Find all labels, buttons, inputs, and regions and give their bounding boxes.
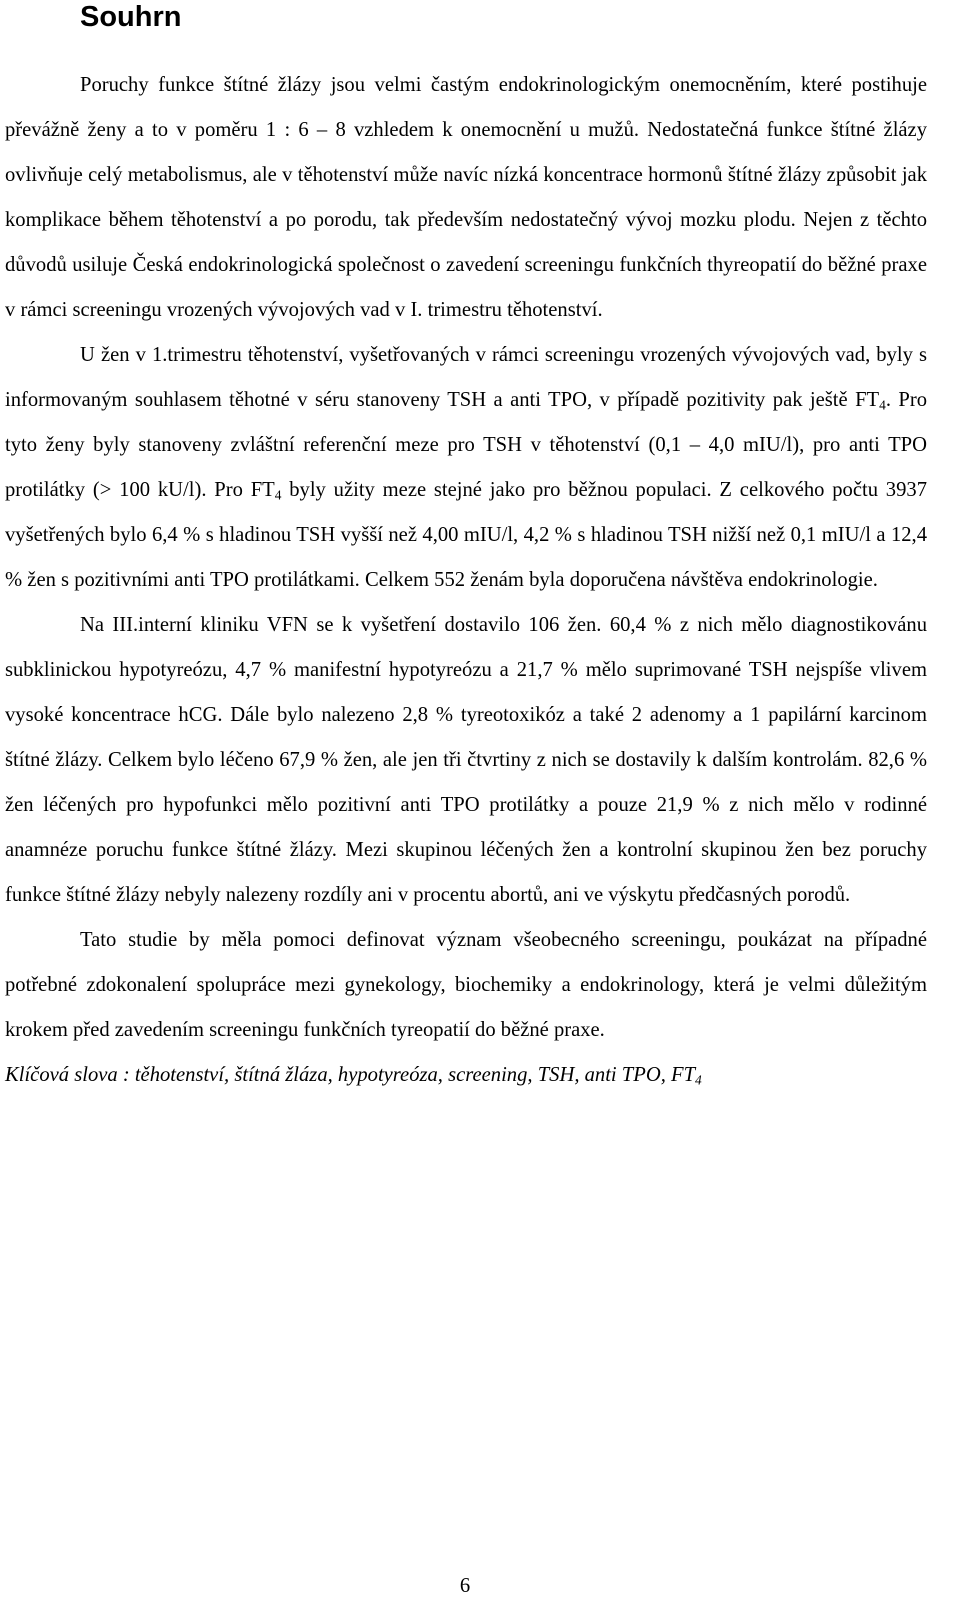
paragraph-methods-results xyxy=(5,333,927,603)
keywords-line xyxy=(5,1053,927,1098)
paragraph-text: byly užity meze stejné jako pro běžnou populaci. Z celkového počtu 3937 vyšetřených bylo 6,4 % s hladinou TSH vyšší než 4,00 mIU/l, 4,2 % s hladinou TSH nižší než 0,1 mIU/l a 12,4 % žen s pozitivními anti TPO protilátkami. Celkem 552 ženám byla doporučena návštěva endokrinologie. xyxy=(5,479,927,591)
keywords-text: těhotenství, štítná žláza, hypotyreóza, screening, TSH, anti TPO, FT xyxy=(129,1064,696,1086)
section-heading: Souhrn xyxy=(80,1,182,33)
paragraph-text: Poruchy funkce štítné žlázy jsou velmi častým endokrinologickým onemocněním, které postihuje převážně ženy a to v poměru 1 : 6 – 8 vzhledem k onemocnění u mužů. Nedostatečná funkce štítné žlázy ovlivňuje celý metabolismus, ale v těhotenství může navíc nízká koncentrace hormonů štítné žlázy způsobit jak komplikace během těhotenství a po porodu, tak především nedostatečný vývoj mozku plodu. Nejen z těchto důvodů usiluje Česká endokrinologická společnost o zavedení screeningu funkčních thyreopatií do běžné praxe v rámci screeningu vrozených vývojových vad v I. trimestru těhotenství. xyxy=(5,74,927,321)
paragraph-text: Tato studie by měla pomoci definovat význam všeobecného screeningu, poukázat na případné potřebné zdokonalení spolupráce mezi gynekology, biochemiky a endokrinology, která je velmi důležitým krokem před zavedením screeningu funkčních tyreopatií do běžné praxe. xyxy=(5,929,927,1041)
paragraph-introduction xyxy=(5,63,927,333)
page-number: 6 xyxy=(459,1575,471,1597)
paragraph-text: Na III.interní kliniku VFN se k vyšetření dostavilo 106 žen. 60,4 % z nich mělo diagnostikovánu subklinickou hypotyreózu, 4,7 % manifestní hypotyreózu a 21,7 % mělo suprimované TSH nejspíše vlivem vysoké koncentrace hCG. Dále bylo nalezeno 2,8 % tyreotoxikóz a také 2 adenomy a 1 papilární karcinom štítné žlázy. Celkem bylo léčeno 67,9 % žen, ale jen tři čtvrtiny z nich se dostavily k dalším kontrolám. 82,6 % žen léčených pro hypofunkci mělo pozitivní anti TPO protilátky a pouze 21,9 % z nich mělo v rodinné anamnéze poruchu funkce štítné žlázy. Mezi skupinou léčených žen a kontrolní skupinou žen bez poruchy funkce štítné žlázy nebyly nalezeny rozdíly ani v procentu abortů, ani ve výskytu předčasných porodů. xyxy=(5,614,927,906)
paragraph-conclusion xyxy=(5,918,927,1053)
paragraph-text: . Pro tyto ženy byly stanoveny zvláštní referenční meze pro TSH v těhotenství (0,1 – 4,0 mIU/l), pro anti TPO protilátky (> 100 kU/l). Pro FT xyxy=(5,389,928,501)
paragraph-text: U žen v 1.trimestru těhotenství, vyšetřovaných v rámci screeningu vrozených vývojových vad, byly s informovaným souhlasem těhotné v séru stanoveny TSH a anti TPO, v případě pozitivity pak ještě FT xyxy=(5,344,927,411)
abstract-body xyxy=(5,63,927,1098)
paragraph-clinic-findings xyxy=(5,603,927,918)
keywords-label: Klíčová slova : xyxy=(5,1064,130,1086)
subscript: 4 xyxy=(274,487,282,503)
subscript: 4 xyxy=(879,397,886,413)
subscript: 4 xyxy=(695,1072,702,1088)
